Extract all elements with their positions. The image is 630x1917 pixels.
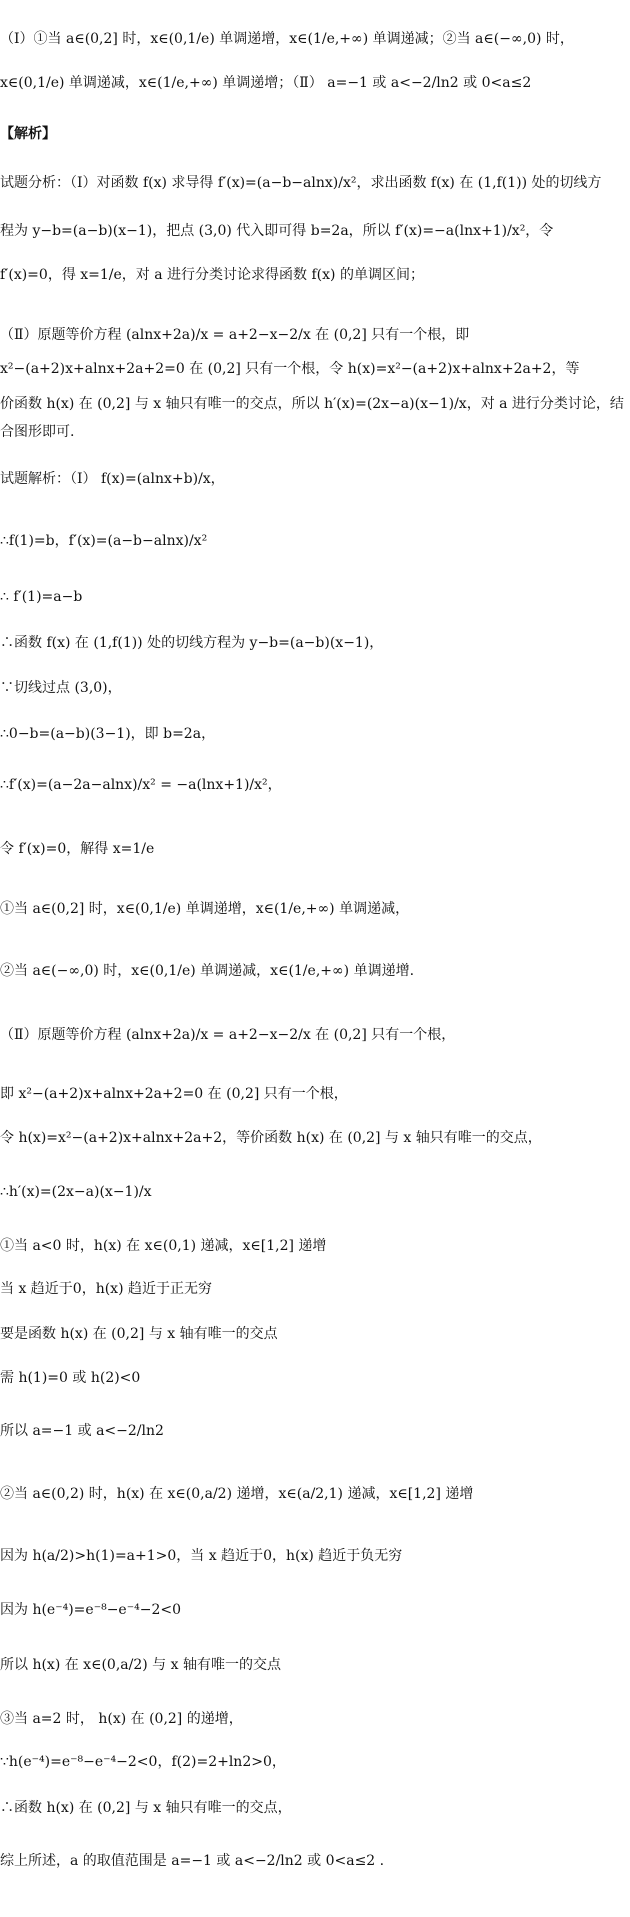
solution-line: （Ⅱ）原题等价方程 (alnx+2a)/x = a+2−x−2/x 在 (0,2] 只有一个根，即 bbox=[0, 327, 470, 343]
solution-line: 当 x 趋近于0，h(x) 趋近于正无穷 bbox=[0, 1281, 212, 1297]
solution-line: 因为 h(a/2)>h(1)=a+1>0，当 x 趋近于0，h(x) 趋近于负无穷 bbox=[0, 1548, 403, 1564]
solution-line: ∴函数 f(x) 在 (1,f(1)) 处的切线方程为 y−b=(a−b)(x−1)， bbox=[0, 635, 384, 651]
solution-line: f′(x)=0，得 x=1/e，对 a 进行分类讨论求得函数 f(x) 的单调区间； bbox=[0, 267, 424, 283]
solution-line: 程为 y−b=(a−b)(x−1)，把点 (3,0) 代入即可得 b=2a，所以 f′(x)=−a(lnx+1)/x²，令 bbox=[0, 223, 554, 239]
solution-line: ∵切线过点 (3,0)， bbox=[0, 680, 122, 696]
solution-line: 合图形即可. bbox=[0, 424, 75, 440]
solution-line: 试题分析：（Ⅰ）对函数 f(x) 求导得 f′(x)=(a−b−alnx)/x²，求出函数 f(x) 在 (1,f(1)) 处的切线方 bbox=[0, 175, 602, 191]
solution-line: ①当 a<0 时，h(x) 在 x∈(0,1) 递减，x∈[1,2] 递增 bbox=[0, 1238, 327, 1254]
solution-line: （Ⅰ）①当 a∈(0,2] 时，x∈(0,1/e) 单调递增，x∈(1/e,+∞) 单调递减；②当 a∈(−∞,0) 时， bbox=[0, 31, 574, 47]
solution-line: 因为 h(e⁻⁴)=e⁻⁸−e⁻⁴−2<0 bbox=[0, 1602, 181, 1618]
solution-line: ∵h(e⁻⁴)=e⁻⁸−e⁻⁴−2<0，f(2)=2+ln2>0， bbox=[0, 1754, 286, 1770]
solution-line: 价函数 h(x) 在 (0,2] 与 x 轴只有唯一的交点，所以 h′(x)=(2x−a)(x−1)/x，对 a 进行分类讨论，结 bbox=[0, 396, 624, 412]
solution-line: 试题解析：（Ⅰ） f(x)=(alnx+b)/x， bbox=[0, 471, 225, 487]
solution-line: 要是函数 h(x) 在 (0,2] 与 x 轴有唯一的交点 bbox=[0, 1326, 278, 1342]
solution-line: ∴f′(x)=(a−2a−alnx)/x² = −a(lnx+1)/x²， bbox=[0, 777, 282, 793]
solution-line: x²−(a+2)x+alnx+2a+2=0 在 (0,2] 只有一个根，令 h(x)=x²−(a+2)x+alnx+2a+2，等 bbox=[0, 361, 580, 377]
solution-line: ②当 a∈(0,2) 时，h(x) 在 x∈(0,a/2) 递增，x∈(a/2,1) 递减，x∈[1,2] 递增 bbox=[0, 1486, 474, 1502]
analysis-heading: 【解析】 bbox=[0, 126, 56, 142]
solution-line: 所以 a=−1 或 a<−2/ln2 bbox=[0, 1423, 164, 1439]
solution-line: 即 x²−(a+2)x+alnx+2a+2=0 在 (0,2] 只有一个根， bbox=[0, 1086, 348, 1102]
solution-line: 需 h(1)=0 或 h(2)<0 bbox=[0, 1370, 141, 1386]
solution-line: 令 h(x)=x²−(a+2)x+alnx+2a+2，等价函数 h(x) 在 (0,2] 与 x 轴只有唯一的交点， bbox=[0, 1130, 542, 1146]
solution-line: ③当 a=2 时， h(x) 在 (0,2] 的递增， bbox=[0, 1711, 243, 1727]
solution-line: （Ⅱ）原题等价方程 (alnx+2a)/x = a+2−x−2/x 在 (0,2] 只有一个根， bbox=[0, 1027, 456, 1043]
solution-line: ②当 a∈(−∞,0) 时，x∈(0,1/e) 单调递减，x∈(1/e,+∞) 单调递增. bbox=[0, 963, 415, 979]
solution-line: ∴h′(x)=(2x−a)(x−1)/x bbox=[0, 1184, 152, 1200]
solution-line: ∴0−b=(a−b)(3−1)，即 b=2a， bbox=[0, 726, 216, 742]
solution-line: 令 f′(x)=0，解得 x=1/e bbox=[0, 841, 155, 857]
solution-line: 所以 h(x) 在 x∈(0,a/2) 与 x 轴有唯一的交点 bbox=[0, 1657, 281, 1673]
solution-line: ①当 a∈(0,2] 时，x∈(0,1/e) 单调递增，x∈(1/e,+∞) 单调递减， bbox=[0, 901, 410, 917]
solution-line: ∴ f′(1)=a−b bbox=[0, 589, 83, 605]
solution-line: x∈(0,1/e) 单调递减，x∈(1/e,+∞) 单调递增；（Ⅱ） a=−1 或 a<−2/ln2 或 0<a≤2 bbox=[0, 75, 532, 91]
solution-line: ∴f(1)=b，f′(x)=(a−b−alnx)/x² bbox=[0, 533, 208, 549]
solution-line: ∴函数 h(x) 在 (0,2] 与 x 轴只有唯一的交点， bbox=[0, 1800, 292, 1816]
solution-line: 综上所述，a 的取值范围是 a=−1 或 a<−2/ln2 或 0<a≤2 . bbox=[0, 1853, 385, 1869]
